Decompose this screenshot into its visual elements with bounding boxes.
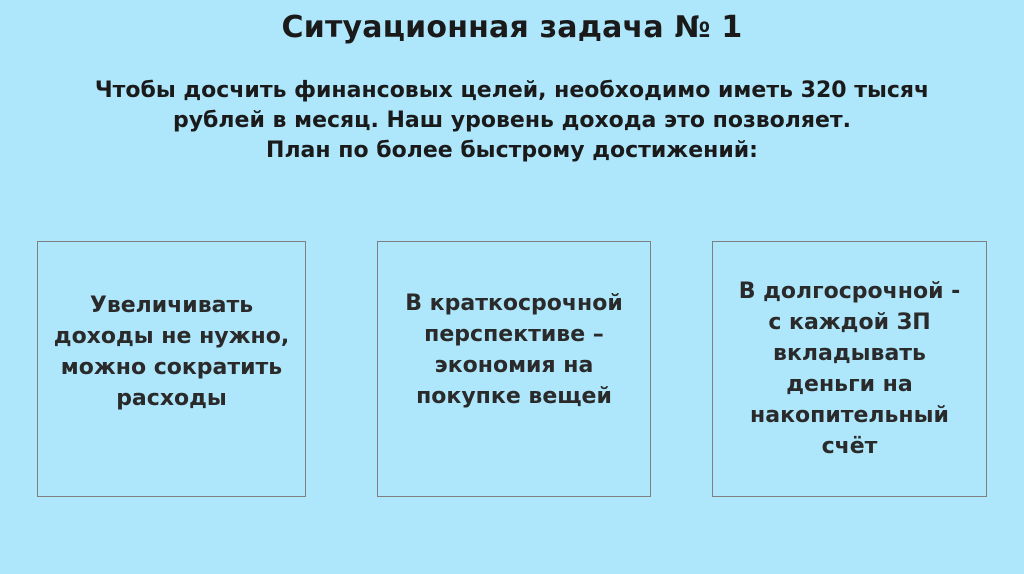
intro-line-2: рублей в месяц. Наш уровень дохода это позволяет. <box>172 108 852 133</box>
intro-line-3: План по более быстрому достижений: <box>266 138 758 163</box>
plan-box-text: В краткосрочной перспективе – экономия на покупке вещей <box>405 291 623 409</box>
plan-box-text: Увеличивать доходы не нужно, можно сократить расходы <box>53 293 290 411</box>
plan-box-long-term <box>712 241 987 497</box>
plan-box-reduce-expenses <box>37 241 306 497</box>
intro-text <box>40 76 984 166</box>
intro-line-1: Чтобы досчить финансовых целей, необходимо иметь 320 тысяч <box>94 78 930 103</box>
plan-box-short-term <box>377 241 651 497</box>
slide-title: Ситуационная задача № 1 <box>281 10 743 45</box>
plan-box-text: В долгосрочной - с каждой ЗП вкладывать деньги на накопительный счёт <box>738 279 961 459</box>
